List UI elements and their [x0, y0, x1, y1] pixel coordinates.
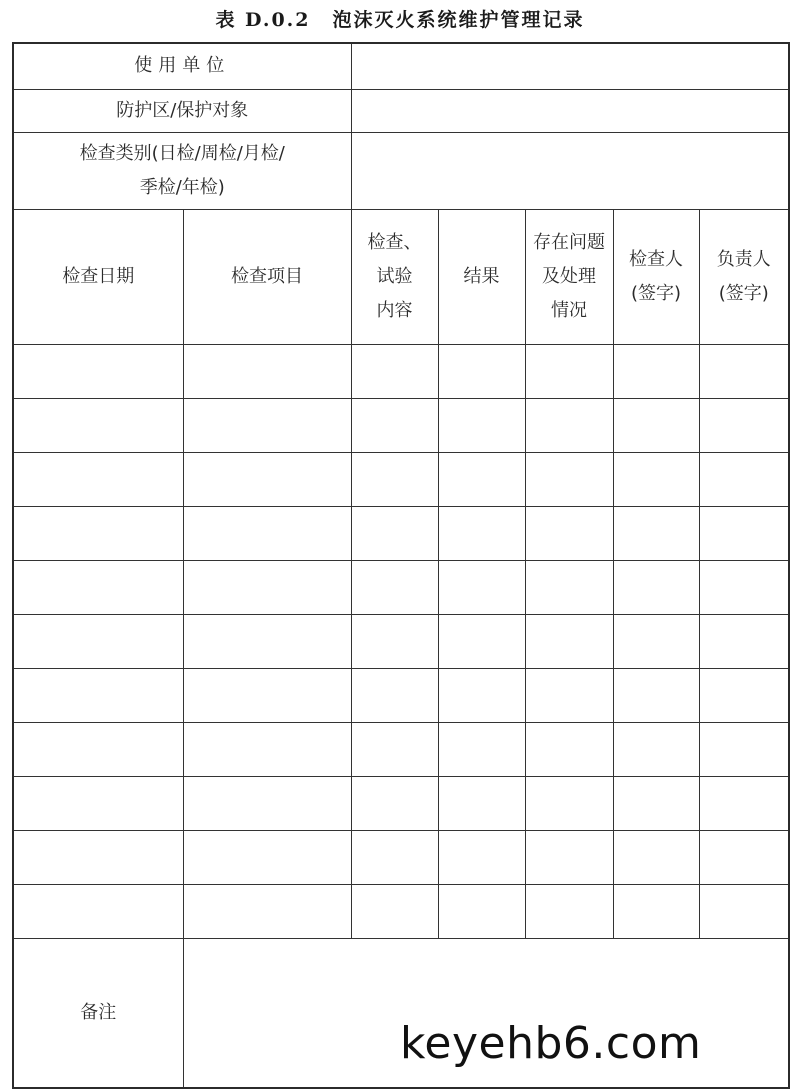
category-label-line-2: 季检/年检)	[139, 176, 225, 198]
table-row	[13, 344, 789, 398]
header-content-line-2: 试验	[376, 265, 413, 287]
table-row	[13, 776, 789, 830]
record-cell[interactable]	[183, 452, 351, 506]
record-cell[interactable]	[699, 452, 789, 506]
record-cell[interactable]	[183, 614, 351, 668]
record-cell[interactable]	[438, 776, 525, 830]
record-cell[interactable]	[525, 884, 613, 938]
record-cell[interactable]	[13, 560, 183, 614]
record-cell[interactable]	[438, 398, 525, 452]
record-cell[interactable]	[525, 776, 613, 830]
area-row	[13, 89, 789, 132]
record-cell[interactable]	[351, 884, 438, 938]
record-cell[interactable]	[525, 560, 613, 614]
record-cell[interactable]	[525, 722, 613, 776]
record-cell[interactable]	[613, 776, 699, 830]
header-content-line-3: 内容	[376, 299, 413, 321]
maintenance-record-table	[12, 42, 790, 1089]
record-cell[interactable]	[699, 614, 789, 668]
record-cell[interactable]	[438, 560, 525, 614]
record-cell[interactable]	[351, 344, 438, 398]
header-responsible-line-1: 负责人	[716, 248, 771, 270]
header-content-line-1: 检查、	[367, 231, 422, 253]
header-item: 检查项目	[183, 209, 351, 344]
record-cell[interactable]	[183, 506, 351, 560]
record-cell[interactable]	[438, 830, 525, 884]
table-row	[13, 506, 789, 560]
record-cell[interactable]	[699, 398, 789, 452]
header-responsible-line-2: (签字)	[718, 282, 769, 304]
remarks-label: 备注	[13, 938, 183, 1088]
record-cell[interactable]	[699, 560, 789, 614]
record-cell[interactable]	[13, 884, 183, 938]
record-cell[interactable]	[183, 722, 351, 776]
record-cell[interactable]	[438, 614, 525, 668]
record-cell[interactable]	[351, 776, 438, 830]
record-cell[interactable]	[699, 506, 789, 560]
header-inspector-line-1: 检查人	[629, 248, 683, 270]
record-cell[interactable]	[438, 452, 525, 506]
unit-row	[13, 43, 789, 89]
table-row	[13, 614, 789, 668]
table-row	[13, 884, 789, 938]
record-cell[interactable]	[351, 398, 438, 452]
header-inspector	[613, 209, 699, 344]
record-cell[interactable]	[699, 722, 789, 776]
record-cell[interactable]	[699, 344, 789, 398]
table-row	[13, 398, 789, 452]
header-issues-line-2: 及处理	[542, 265, 596, 287]
record-cell[interactable]	[351, 830, 438, 884]
record-cell[interactable]	[183, 668, 351, 722]
record-cell[interactable]	[613, 884, 699, 938]
table-title: 泡沫灭火系统维护管理记录	[332, 9, 585, 31]
record-cell[interactable]	[438, 506, 525, 560]
record-cell[interactable]	[613, 344, 699, 398]
record-cell[interactable]	[183, 560, 351, 614]
header-result: 结果	[438, 209, 525, 344]
header-content	[351, 209, 438, 344]
record-cell[interactable]	[13, 668, 183, 722]
record-cell[interactable]	[525, 668, 613, 722]
record-cell[interactable]	[699, 884, 789, 938]
record-cell[interactable]	[351, 668, 438, 722]
unit-label: 使用单位	[13, 43, 351, 89]
record-cell[interactable]	[613, 614, 699, 668]
record-cell[interactable]	[351, 506, 438, 560]
record-cell[interactable]	[525, 506, 613, 560]
record-cell[interactable]	[13, 452, 183, 506]
header-issues	[525, 209, 613, 344]
record-cell[interactable]	[613, 506, 699, 560]
page-title	[0, 4, 800, 36]
area-label: 防护区/保护对象	[13, 89, 351, 132]
record-cell[interactable]	[183, 398, 351, 452]
record-cell[interactable]	[699, 830, 789, 884]
record-cell[interactable]	[183, 776, 351, 830]
record-cell[interactable]	[13, 398, 183, 452]
area-value-cell[interactable]	[351, 89, 789, 132]
record-cell[interactable]	[13, 614, 183, 668]
watermark: keyehb6.com	[400, 1018, 702, 1069]
record-cell[interactable]	[525, 398, 613, 452]
record-cell[interactable]	[13, 830, 183, 884]
record-cell[interactable]	[438, 884, 525, 938]
table-row	[13, 830, 789, 884]
category-row	[13, 132, 789, 209]
header-issues-line-1: 存在问题	[533, 231, 605, 253]
record-cell[interactable]	[351, 452, 438, 506]
record-cell[interactable]	[438, 722, 525, 776]
record-cell[interactable]	[13, 344, 183, 398]
record-cell[interactable]	[183, 830, 351, 884]
table-row	[13, 560, 789, 614]
table-row	[13, 452, 789, 506]
table-row	[13, 668, 789, 722]
record-cell[interactable]	[613, 452, 699, 506]
header-row	[13, 209, 789, 344]
record-cell[interactable]	[183, 344, 351, 398]
record-cell[interactable]	[183, 884, 351, 938]
record-cell[interactable]	[438, 668, 525, 722]
category-label-line-1: 检查类别(日检/周检/月检/	[79, 142, 285, 164]
record-cell[interactable]	[438, 344, 525, 398]
record-rows	[13, 344, 789, 938]
record-cell[interactable]	[351, 560, 438, 614]
unit-value-cell[interactable]	[351, 43, 789, 89]
record-cell[interactable]	[525, 344, 613, 398]
record-cell[interactable]	[13, 506, 183, 560]
record-cell[interactable]	[613, 722, 699, 776]
record-cell[interactable]	[525, 614, 613, 668]
record-cell[interactable]	[613, 560, 699, 614]
record-cell[interactable]	[351, 722, 438, 776]
record-cell[interactable]	[525, 830, 613, 884]
record-cell[interactable]	[699, 668, 789, 722]
record-cell[interactable]	[699, 776, 789, 830]
record-cell[interactable]	[351, 614, 438, 668]
header-date: 检查日期	[13, 209, 183, 344]
table-code: 表 D.0.2	[215, 9, 311, 31]
header-inspector-line-2: (签字)	[630, 282, 682, 304]
record-cell[interactable]	[13, 722, 183, 776]
record-cell[interactable]	[613, 398, 699, 452]
category-label	[13, 132, 351, 209]
record-cell[interactable]	[525, 452, 613, 506]
header-issues-line-3: 情况	[551, 299, 587, 321]
header-responsible	[699, 209, 789, 344]
record-cell[interactable]	[13, 776, 183, 830]
record-cell[interactable]	[613, 830, 699, 884]
record-cell[interactable]	[613, 668, 699, 722]
table-row	[13, 722, 789, 776]
category-value-cell[interactable]	[351, 132, 789, 209]
